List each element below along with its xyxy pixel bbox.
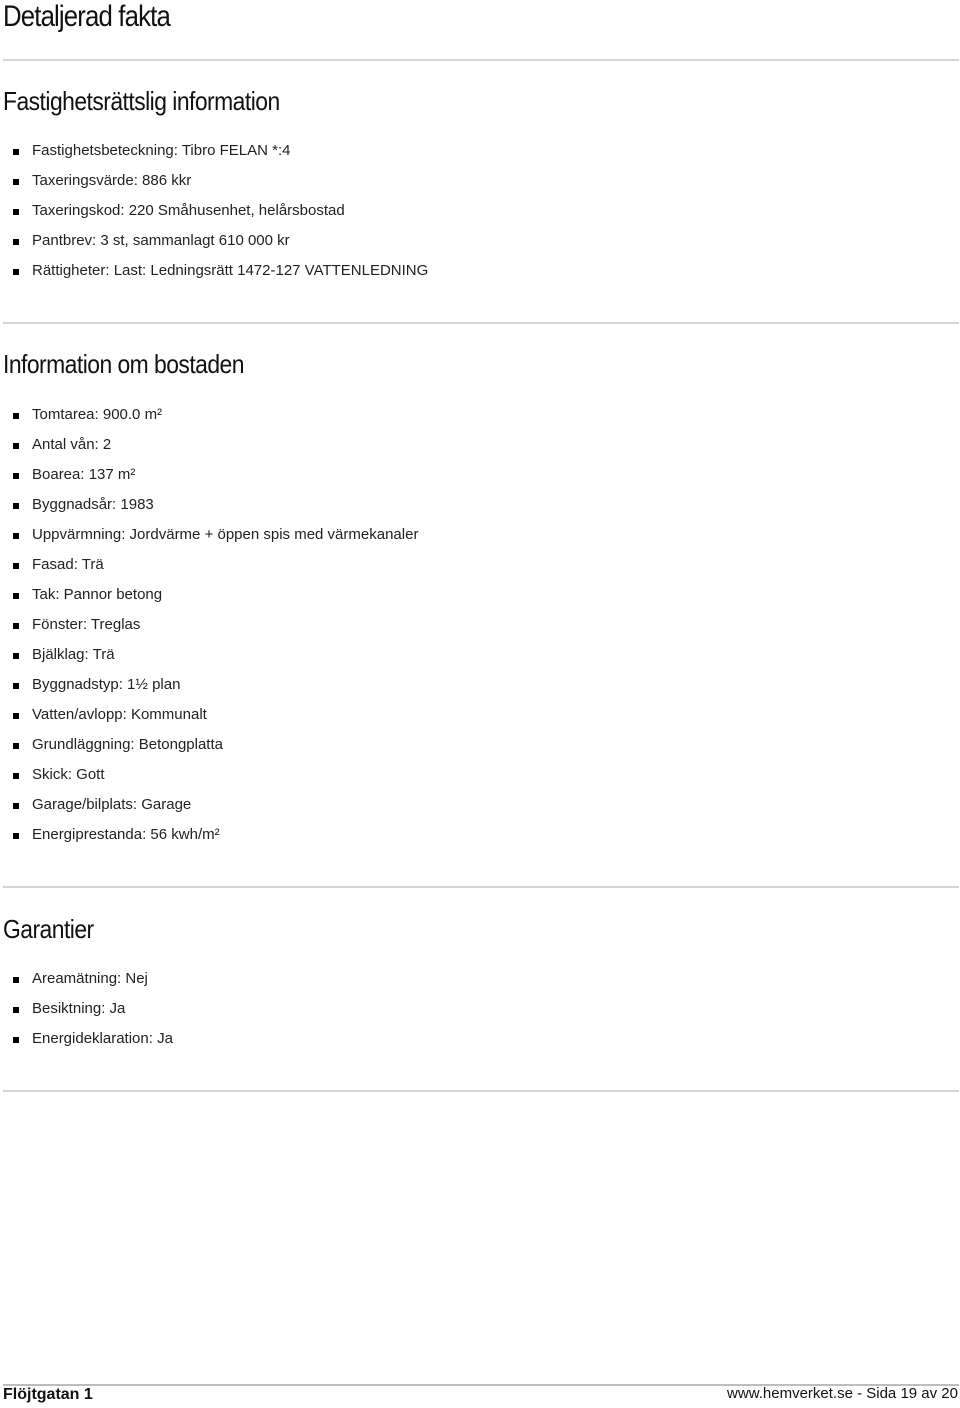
footer-address: Flöjtgatan 1 — [3, 1386, 93, 1403]
bullet-icon — [13, 503, 19, 509]
bullet-icon — [13, 653, 19, 659]
section-divider — [3, 1090, 959, 1092]
bullet-icon — [13, 1007, 19, 1013]
section-title-garantier: Garantier — [3, 914, 94, 944]
bullet-icon — [13, 713, 19, 719]
bullet-icon — [13, 209, 19, 215]
bullet-icon — [13, 803, 19, 809]
bullet-icon — [13, 683, 19, 689]
bullet-icon — [13, 239, 19, 245]
bullet-icon — [13, 833, 19, 839]
bullet-icon — [13, 149, 19, 155]
bullet-icon — [13, 623, 19, 629]
bullet-icon — [13, 413, 19, 419]
bullet-icon — [13, 773, 19, 779]
section-title-bostaden: Information om bostaden — [3, 349, 244, 379]
section-divider — [3, 59, 959, 61]
section-divider — [3, 886, 959, 888]
footer-page-info: www.hemverket.se - Sida 19 av 20 — [727, 1385, 958, 1402]
bullet-icon — [13, 179, 19, 185]
bullet-icon — [13, 977, 19, 983]
bullet-icon — [13, 473, 19, 479]
page-title: Detaljerad fakta — [3, 0, 170, 33]
section-title-fastighetsrattslig: Fastighetsrättslig information — [3, 86, 280, 116]
bullet-icon — [13, 563, 19, 569]
bullet-icon — [13, 1037, 19, 1043]
bullet-icon — [13, 743, 19, 749]
bullet-icon — [13, 593, 19, 599]
section-divider — [3, 322, 959, 324]
bullet-icon — [13, 443, 19, 449]
bullet-icon — [13, 533, 19, 539]
bullet-icon — [13, 269, 19, 275]
